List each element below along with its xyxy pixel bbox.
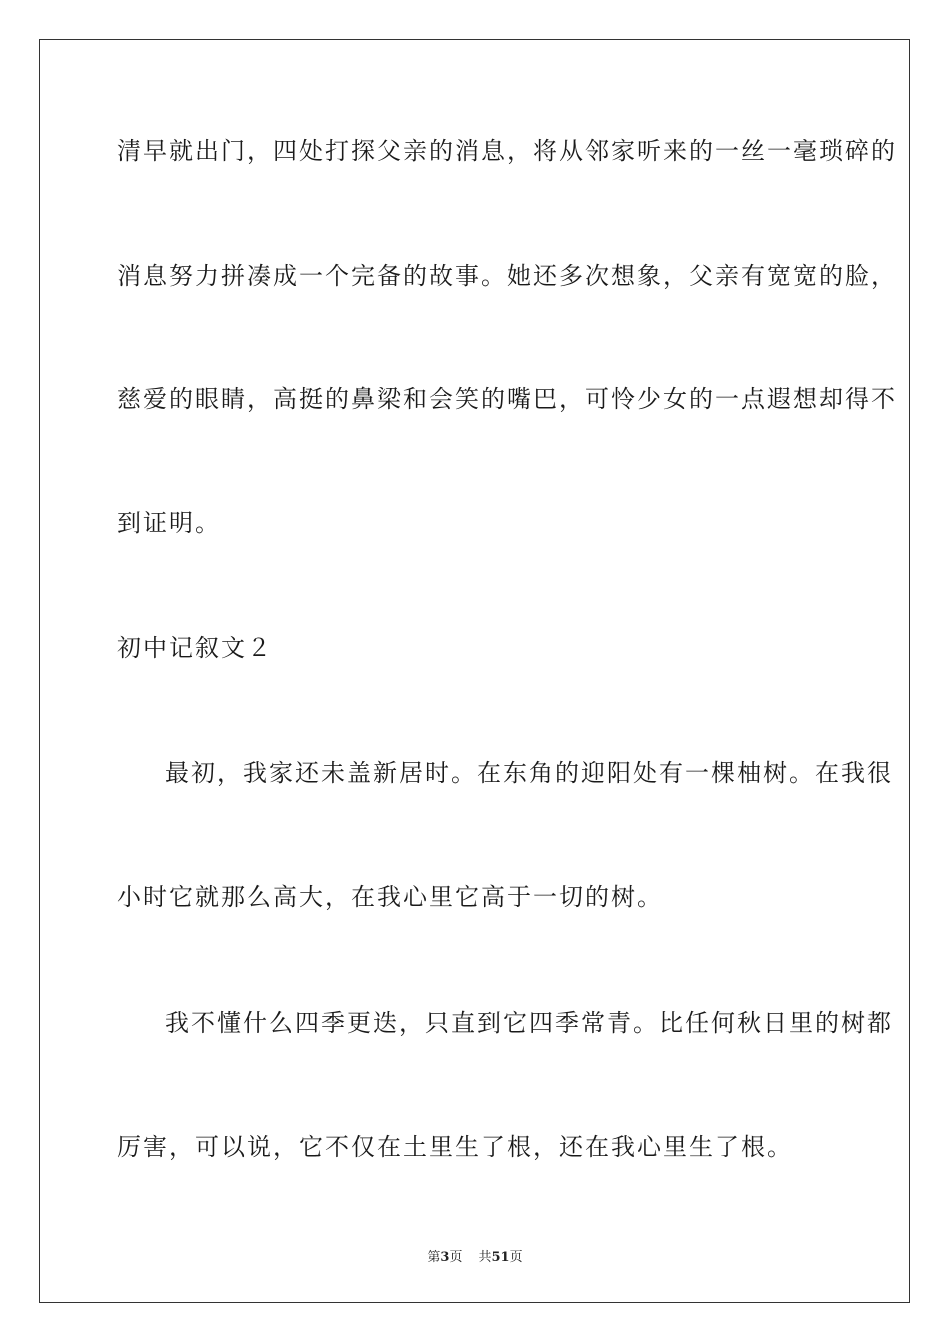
page-number: 3 — [440, 1250, 450, 1265]
body-text-line: 慈爱的眼睛，高挺的鼻梁和会笑的嘴巴，可怜少女的一点遐想却得不 — [117, 385, 897, 413]
paragraph-line: 小时它就那么高大，在我心里它高于一切的树。 — [117, 883, 663, 911]
page-prefix: 第 — [427, 1250, 441, 1265]
body-text-line: 清早就出门，四处打探父亲的消息，将从邻家听来的一丝一毫琐碎的 — [117, 137, 897, 165]
page-suffix: 页 — [449, 1250, 463, 1265]
section-title: 初中记叙文２ — [117, 634, 273, 662]
body-text-line: 消息努力拼凑成一个完备的故事。她还多次想象，父亲有宽宽的脸， — [117, 262, 897, 290]
body-text-line: 到证明。 — [117, 509, 221, 537]
paragraph-line: 厉害，可以说，它不仅在土里生了根，还在我心里生了根。 — [117, 1133, 793, 1161]
paragraph-line: 我不懂什么四季更迭，只直到它四季常青。比任何秋日里的树都 — [165, 1009, 893, 1037]
total-prefix: 共 — [478, 1250, 492, 1265]
paragraph-line: 最初，我家还未盖新居时。在东角的迎阳处有一棵柚树。在我很 — [165, 759, 893, 787]
total-pages: 51 — [491, 1250, 510, 1265]
page-footer — [0, 1246, 950, 1265]
page-border — [39, 39, 910, 1303]
total-suffix: 页 — [509, 1250, 523, 1265]
